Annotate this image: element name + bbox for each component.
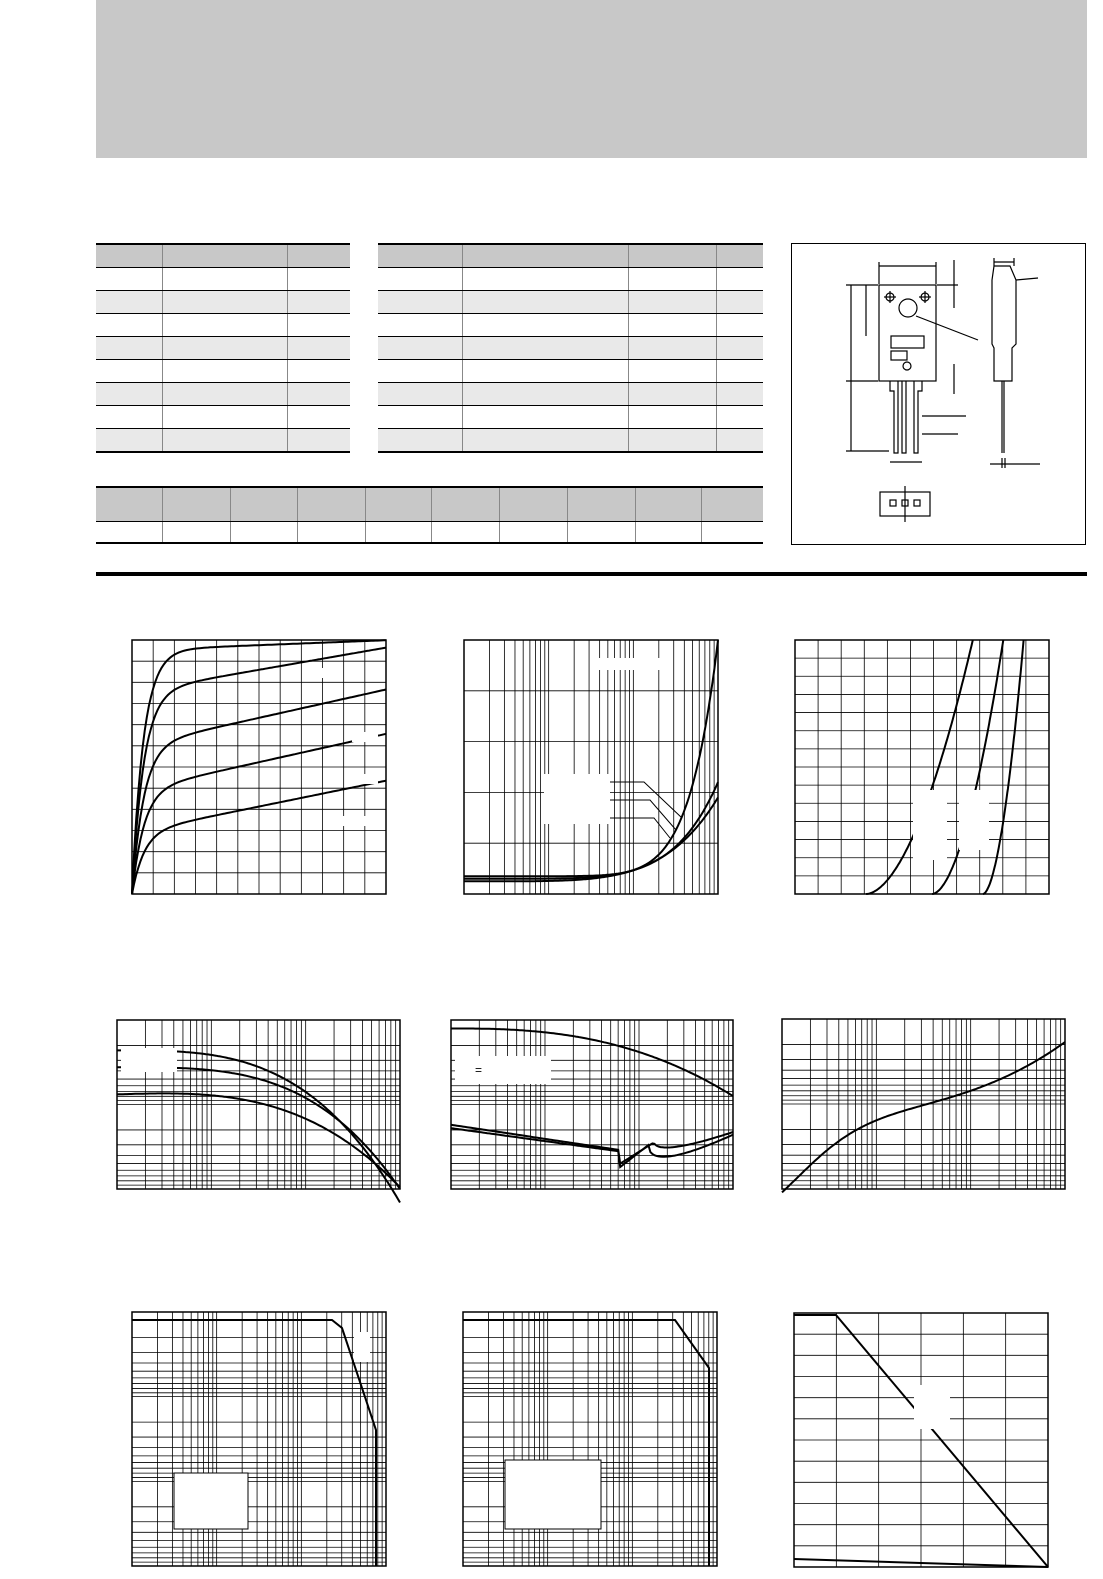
curve-a (117, 1050, 400, 1202)
title-banner (96, 0, 1087, 158)
label-area (310, 668, 340, 678)
plot-frame (464, 640, 718, 894)
label-area (914, 1385, 950, 1429)
package-outline-drawing (792, 244, 1085, 544)
label-area (352, 774, 378, 784)
soa-boundary (132, 1320, 376, 1566)
label-area (913, 790, 947, 860)
curve-c (451, 1125, 733, 1164)
plot-8 (463, 1312, 719, 1568)
hfe-rank-table (96, 486, 763, 544)
plot-frame (132, 1312, 386, 1566)
section-divider (96, 572, 1087, 576)
electrical-table (378, 243, 763, 453)
note-box (505, 1460, 601, 1529)
plot-1 (132, 640, 388, 896)
note-box (174, 1473, 248, 1529)
plot-3 (795, 640, 1051, 896)
label-area (596, 658, 660, 670)
ratings-table (96, 243, 350, 453)
plot-4 (117, 1020, 402, 1191)
annotation-text: = (475, 1063, 483, 1077)
label-area (328, 816, 368, 826)
plot-9 (794, 1313, 1050, 1569)
package-outline-box (791, 243, 1086, 545)
label-area (352, 732, 378, 742)
label-area (959, 790, 989, 850)
plot-2 (464, 640, 720, 896)
curve-b (451, 1128, 733, 1167)
label-area (544, 774, 610, 824)
plot-7 (132, 1312, 388, 1568)
label-area (121, 1048, 177, 1072)
curve-a (464, 640, 718, 876)
plot-6 (782, 1019, 1067, 1191)
plot-5 (451, 1020, 735, 1191)
leader-line (610, 818, 670, 838)
annotation-box (455, 1056, 551, 1084)
label-area (354, 1332, 370, 1362)
